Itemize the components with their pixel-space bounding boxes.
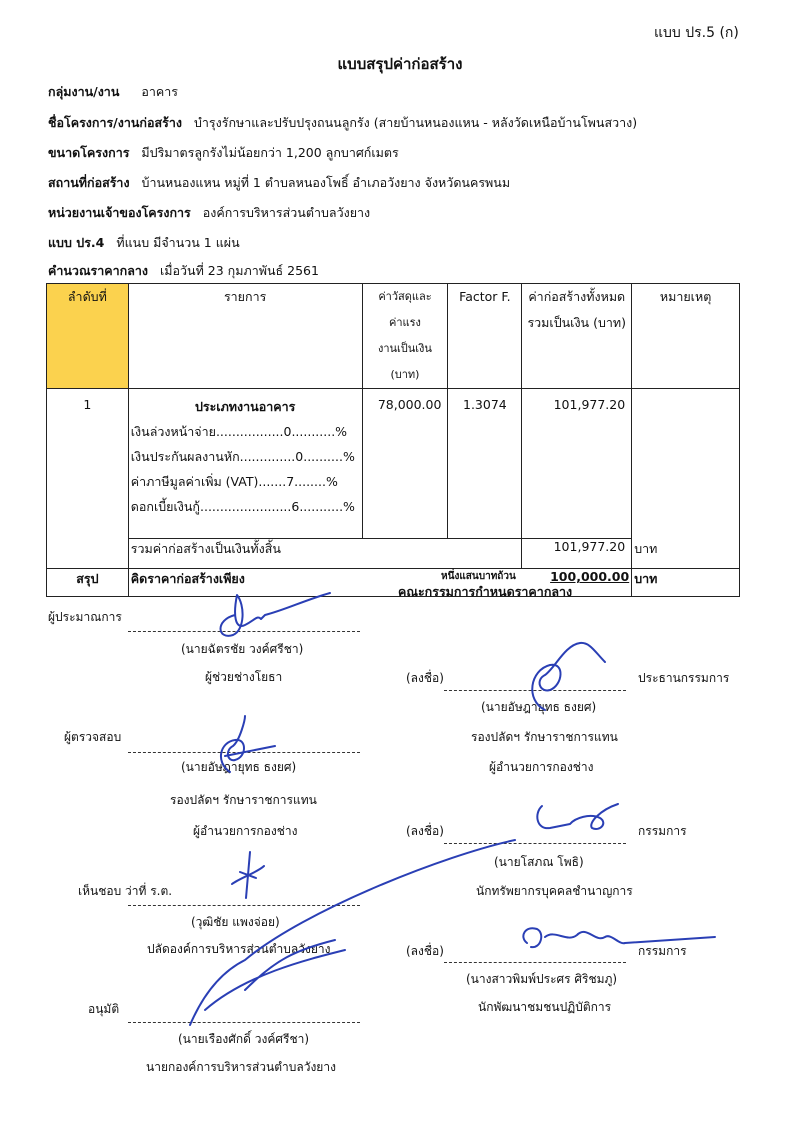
row-seq: 1 — [47, 389, 129, 539]
info-group — [48, 82, 178, 102]
member2-name: (นางสาวพิมพ์ประศร ศิริชมภู) — [466, 972, 618, 986]
row-remark — [632, 389, 740, 539]
chair-position-2: ผู้อำนวยการกองช่าง — [489, 760, 594, 774]
member1-position: นักทรัพยากรบุคคลชำนาญการ — [476, 884, 633, 898]
chair-sign-prefix: (ลงชื่อ) — [406, 671, 444, 685]
member2-position: นักพัฒนาชมชนปฏิบัติการ — [478, 1000, 612, 1014]
table-row — [47, 389, 740, 539]
chair-role: ประธานกรรมการ — [638, 671, 730, 685]
checker-name: (นายอัษฎายุทธ ธงยศ) — [181, 760, 297, 774]
total-unit: บาท — [632, 539, 672, 569]
header-seq: ลำดับที่ — [47, 284, 129, 389]
approve-label: เห็นชอบ ว่าที่ ร.ต. — [78, 884, 173, 898]
header-factor: Factor F. — [448, 284, 522, 389]
info-agency-label: หน่วยงานเจ้าของโครงการ — [48, 205, 191, 220]
summary-unit: บาท — [632, 569, 672, 597]
sub-item-advance: เงินล่วงหน้าจ่าย.................0...........% — [130, 424, 348, 439]
cost-summary-table — [46, 283, 740, 597]
info-form-ref — [48, 233, 240, 253]
checker-position-2: ผู้อำนวยการกองช่าง — [193, 824, 298, 838]
sub-item-vat: ค่าภาษีมูลค่าเพิ่ม (VAT).......7........% — [130, 474, 338, 489]
chair-position-1: รองปลัดฯ รักษาราชการแทน — [471, 730, 618, 744]
sub-item-interest: ดอกเบี้ยเงินกู้.......................6...........% — [130, 499, 355, 514]
header-total-line2: รวมเป็นเงิน (บาท) — [527, 315, 627, 330]
summary-row — [47, 569, 740, 597]
chair-name: (นายอัษฎายุทธ ธงยศ) — [481, 700, 597, 714]
info-calc-value: เมื่อวันที่ 23 กุมภาพันธ์ 2561 — [160, 263, 319, 278]
form-code: แบบ ปร.5 (ก) — [654, 25, 739, 41]
header-total — [522, 284, 632, 389]
sub-item-guarantee: เงินประกันผลงานหัก..............0..........% — [130, 449, 355, 464]
summary-remark-blank — [672, 569, 740, 597]
final-approve-label: อนุมัติ — [88, 1002, 120, 1016]
page-title: แบบสรุปค่าก่อสร้าง — [337, 55, 463, 73]
approve-position: ปลัดองค์การบริหารส่วนตำบลวังยาง — [147, 942, 331, 956]
info-location — [48, 173, 510, 193]
summary-words: หนึ่งแสนบาทถ้วน — [362, 569, 522, 597]
checker-position-1: รองปลัดฯ รักษาราชการแทน — [170, 793, 317, 807]
estimator-signature — [205, 585, 335, 645]
table-header-row — [47, 284, 740, 389]
row-total-cost: 101,977.20 — [522, 389, 632, 539]
header-total-line1: ค่าก่อสร้างทั้งหมด — [528, 289, 626, 304]
summary-text: คิดราคาก่อสร้างเพียง — [128, 569, 362, 597]
committee-title: คณะกรรมการกำหนดราคากลาง — [398, 584, 573, 599]
info-group-value: อาคาร — [141, 84, 178, 99]
info-calc-date — [48, 261, 319, 281]
estimator-name: (นายฉัตรชัย วงค์ศรีชา) — [181, 642, 304, 656]
total-seq-blank — [47, 539, 129, 569]
member2-sign-prefix: (ลงชื่อ) — [406, 944, 444, 958]
info-location-value: บ้านหนองแหน หมู่ที่ 1 ตำบลหนองโพธิ์ อำเภอวังยาง จังหวัดนครพนม — [141, 175, 511, 190]
summary-label: สรุป — [47, 569, 129, 597]
summary-value: 100,000.00 — [522, 569, 632, 597]
header-material-line1: ค่าวัสดุและค่าแรง — [378, 290, 432, 329]
approve-name: (วุฒิชัย แพงจ่อย) — [191, 915, 280, 929]
row-material-cost: 78,000.00 — [362, 389, 448, 539]
info-project — [48, 113, 637, 133]
info-size — [48, 143, 399, 163]
final-approve-signature — [185, 760, 745, 1030]
row-factor: 1.3074 — [448, 389, 522, 539]
total-label: รวมค่าก่อสร้างเป็นเงินทั้งสิ้น — [128, 539, 522, 569]
member2-signature — [515, 915, 725, 965]
member1-sign-prefix: (ลงชื่อ) — [406, 824, 444, 838]
checker-label: ผู้ตรวจสอบ — [64, 730, 122, 744]
header-remark: หมายเหตุ — [632, 284, 740, 389]
estimator-label: ผู้ประมาณการ — [48, 610, 122, 624]
header-material-line2: งานเป็นเงิน (บาท) — [377, 342, 432, 381]
info-calc-label: คำนวณราคากลาง — [48, 263, 149, 278]
info-project-label: ชื่อโครงการ/งานก่อสร้าง — [48, 115, 182, 130]
total-value: 101,977.20 — [522, 539, 632, 569]
info-location-label: สถานที่ก่อสร้าง — [48, 175, 130, 190]
row-items — [128, 389, 362, 539]
estimator-position: ผู้ช่วยช่างโยธา — [205, 670, 283, 684]
header-item: รายการ — [128, 284, 362, 389]
info-size-value: มีปริมาตรลูกรังไม่น้อยกว่า 1,200 ลูกบาศก์เมตร — [141, 145, 399, 160]
header-material — [362, 284, 448, 389]
info-agency-value: องค์การบริหารส่วนตำบลวังยาง — [202, 205, 371, 220]
total-row — [47, 539, 740, 569]
final-approve-name: (นายเรืองศักดิ์ วงค์ศรีชา) — [178, 1032, 310, 1046]
member2-role: กรรมการ — [638, 944, 687, 958]
info-agency — [48, 203, 370, 223]
total-remark-blank — [672, 539, 740, 569]
final-approve-position: นายกองค์การบริหารส่วนตำบลวังยาง — [146, 1060, 336, 1074]
row-title: ประเภทงานอาคาร — [194, 399, 296, 414]
info-group-label: กลุ่มงาน/งาน — [48, 84, 120, 99]
info-project-value: บำรุงรักษาและปรับปรุงถนนลูกรัง (สายบ้านหนองแหน - หลังวัดเหนือบ้านโพนสวาง) — [193, 115, 638, 130]
chair-signature — [505, 640, 615, 720]
info-form-ref-label: แบบ ปร.4 — [48, 235, 105, 250]
member1-name: (นายโสภณ โพธิ) — [494, 855, 584, 869]
info-form-ref-value: ที่แนบ มีจำนวน 1 แผ่น — [116, 235, 240, 250]
member1-role: กรรมการ — [638, 824, 687, 838]
info-size-label: ขนาดโครงการ — [48, 145, 130, 160]
